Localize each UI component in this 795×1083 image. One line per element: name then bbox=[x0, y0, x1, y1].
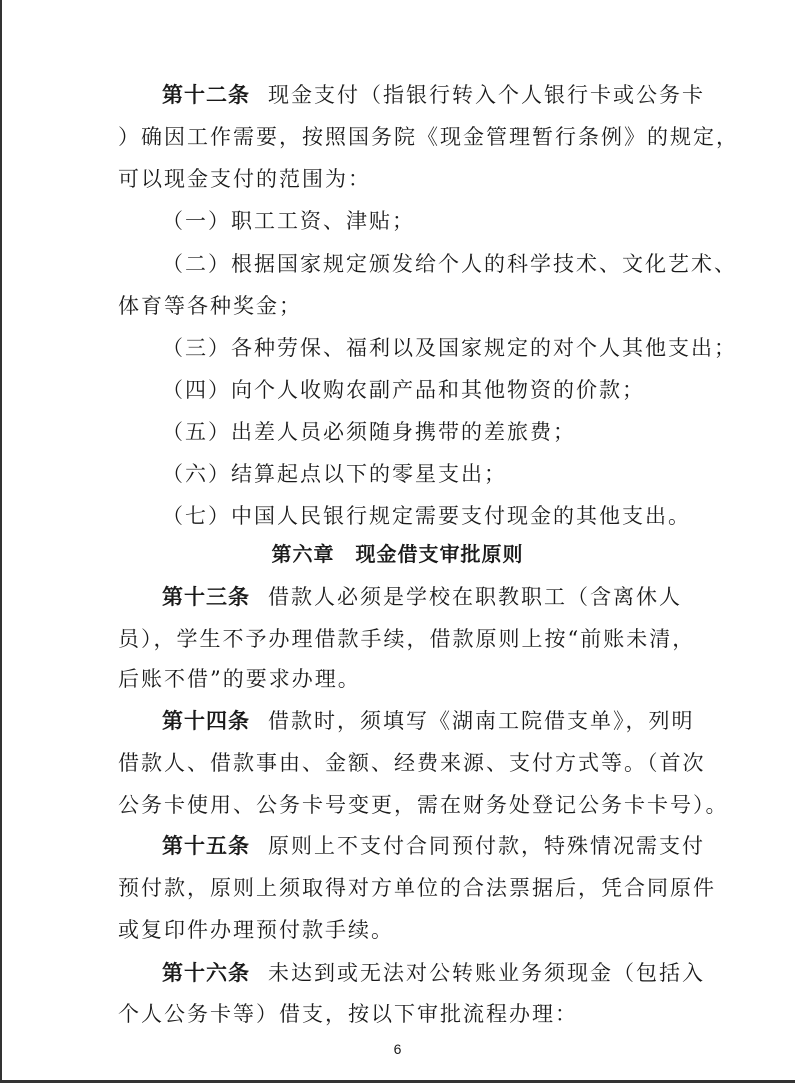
chapter-6-heading: 第六章 现金借支审批原则 bbox=[271, 542, 524, 566]
article-12-line-3: 可以现金支付的范围为： bbox=[118, 167, 371, 191]
article-14-heading: 第十四条 bbox=[162, 709, 250, 733]
list-item-4: （四）向个人收购农副产品和其他物资的价款； bbox=[162, 378, 645, 402]
list-item-2-line-1: （二）根据国家规定颁发给个人的科学技术、文化艺术、 bbox=[162, 252, 737, 276]
list-item-5: （五）出差人员必须随身携带的差旅费； bbox=[162, 420, 576, 444]
article-13-heading: 第十三条 bbox=[162, 585, 250, 609]
article-16-line-1 bbox=[162, 960, 722, 986]
list-item-2-line-2: 体育等各种奖金； bbox=[118, 294, 302, 318]
article-15-line-3: 或复印件办理预付款手续。 bbox=[118, 918, 394, 942]
article-12-line-1 bbox=[162, 82, 722, 108]
list-item-1: （一）职工工资、津贴； bbox=[162, 209, 415, 233]
article-16-heading: 第十六条 bbox=[162, 961, 250, 985]
article-15-line-2: 预付款，原则上须取得对方单位的合法票据后，凭合同原件 bbox=[118, 876, 716, 900]
list-item-6: （六）结算起点以下的零星支出； bbox=[162, 462, 507, 486]
article-15-text-1: 原则上不支付合同预付款，特殊情况需支付 bbox=[268, 834, 705, 858]
article-16-line-2: 个人公务卡等）借支，按以下审批流程办理： bbox=[118, 1002, 578, 1026]
page-number: 6 bbox=[393, 1041, 402, 1057]
article-14-text-1: 借款时，须填写《湖南工院借支单》，列明 bbox=[268, 709, 695, 733]
article-13-text-1: 借款人必须是学校在职教职工（含离休人 bbox=[268, 585, 682, 609]
article-12-heading: 第十二条 bbox=[162, 83, 250, 107]
article-13-line-2: 员），学生不予办理借款手续，借款原则上按“前账未清， bbox=[118, 627, 696, 651]
article-16-text-1: 未达到或无法对公转账业务须现金（包括入 bbox=[268, 961, 705, 985]
article-14-line-2: 借款人、借款事由、金额、经费来源、支付方式等。（首次 bbox=[118, 751, 706, 775]
article-15-line-1 bbox=[162, 833, 722, 859]
article-15-heading: 第十五条 bbox=[162, 834, 250, 858]
article-13-line-3: 后账不借”的要求办理。 bbox=[118, 667, 361, 691]
article-13-line-1 bbox=[162, 584, 722, 610]
list-item-3: （三）各种劳保、福利以及国家规定的对个人其他支出； bbox=[162, 336, 737, 360]
article-14-line-1 bbox=[162, 708, 722, 734]
list-item-7: （七）中国人民银行规定需要支付现金的其他支出。 bbox=[162, 504, 691, 528]
article-12-text-1: 现金支付（指银行转入个人银行卡或公务卡 bbox=[268, 83, 705, 107]
article-14-line-3: 公务卡使用、公务卡号变更，需在财务处登记公务卡卡号）。 bbox=[118, 793, 729, 817]
article-12-line-2: ）确因工作需要，按照国务院《现金管理暂行条例》的规定， bbox=[118, 125, 739, 149]
